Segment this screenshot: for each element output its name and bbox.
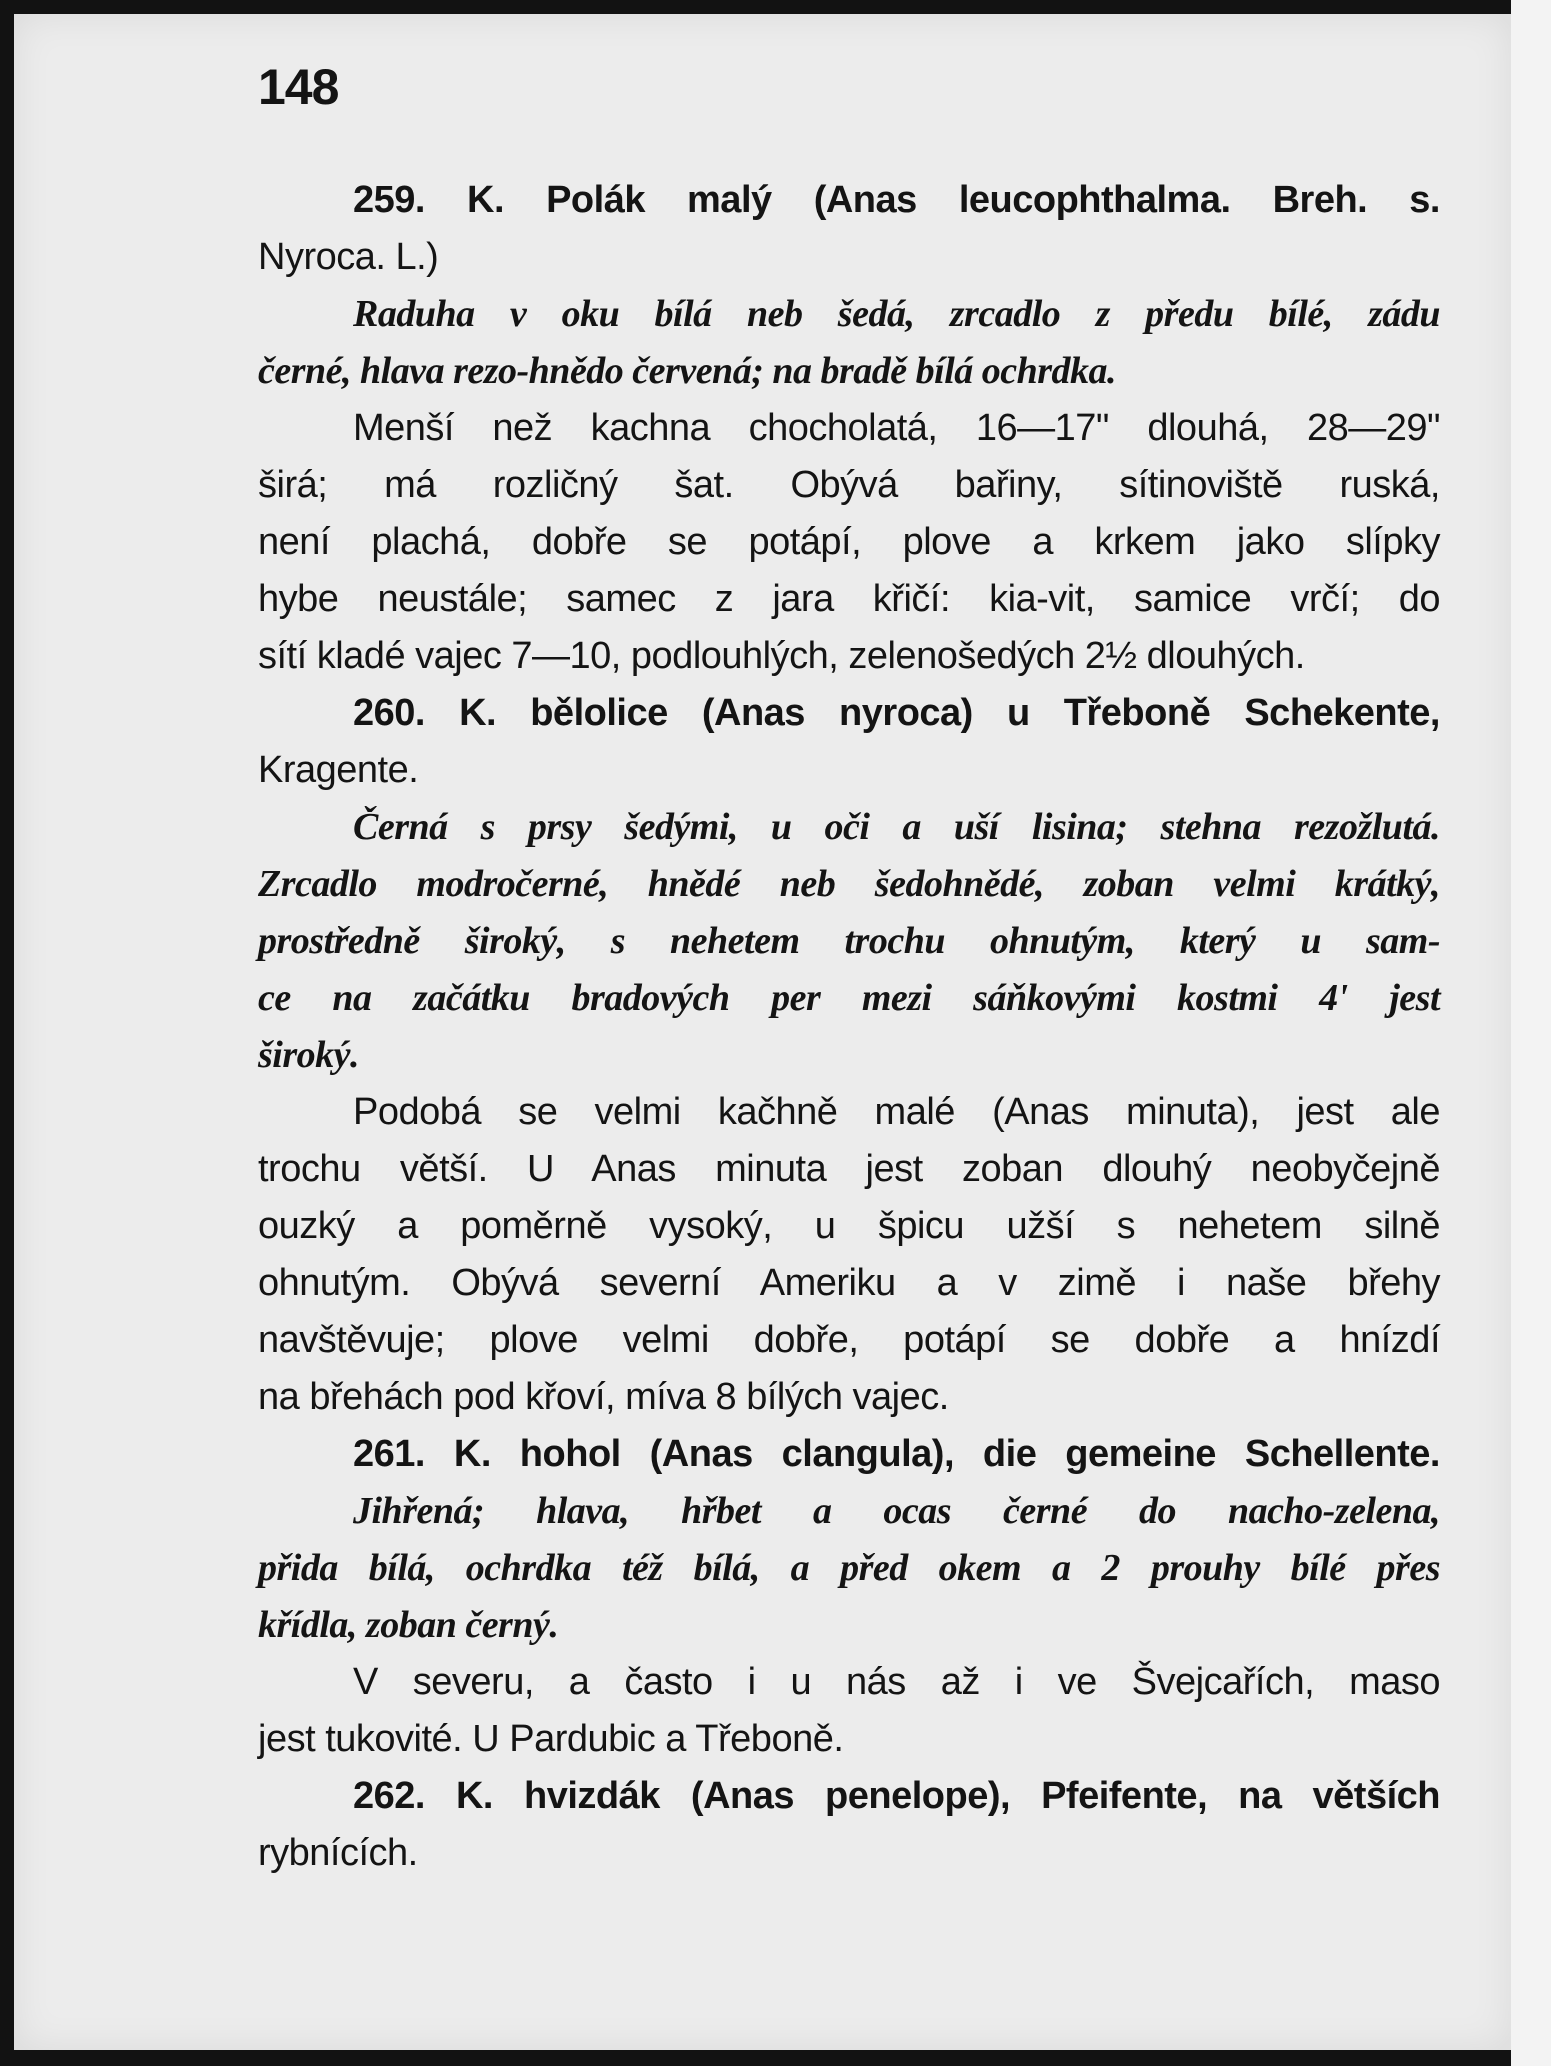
text-line: Zrcadlo modročerné, hnědé neb šedohnědé, zoban velmi krátký, xyxy=(258,863,1440,905)
text-line: rybnících. xyxy=(258,1832,418,1874)
text-line: 260. K. bělolice (Anas nyroca) u Třeboně Schekente, xyxy=(353,692,1440,734)
text-line: navštěvuje; plove velmi dobře, potápí se dobře a hnízdí xyxy=(258,1319,1440,1361)
text-line: sítí kladé vajec 7—10, podlouhlých, zelenošedých 2½ dlouhých. xyxy=(258,635,1305,677)
text-line: 261. K. hohol (Anas clangula), die gemeine Schellente. xyxy=(353,1433,1440,1475)
text-line: není plachá, dobře se potápí, plove a krkem jako slípky xyxy=(258,521,1440,563)
text-line: 262. K. hvizdák (Anas penelope), Pfeifente, na větších xyxy=(353,1775,1440,1817)
text-line: prostředně široký, s nehetem trochu ohnutým, který u sam- xyxy=(258,920,1440,962)
page-edge xyxy=(1511,0,1551,2066)
text-line: hybe neustále; samec z jara křičí: kia-vit, samice vrčí; do xyxy=(258,578,1440,620)
text-line: jest tukovité. U Pardubic a Třeboně. xyxy=(258,1718,844,1760)
page-content xyxy=(258,59,1440,1882)
text-line: černé, hlava rezo-hnědo červená; na bradě bílá ochrdka. xyxy=(258,350,1117,392)
text-line: Menší než kachna chocholatá, 16—17" dlouhá, 28—29" xyxy=(353,407,1440,449)
text-line: přida bílá, ochrdka též bílá, a před okem a 2 prouhy bílé přes xyxy=(258,1547,1440,1589)
text-line: 259. K. Polák malý (Anas leucophthalma. Breh. s. xyxy=(353,179,1440,221)
page-number: 148 xyxy=(258,59,339,115)
text-body xyxy=(258,172,1440,1882)
text-line: ouzký a poměrně vysoký, u špicu užší s nehetem silně xyxy=(258,1205,1440,1247)
text-line: širá; má rozličný šat. Obývá bařiny, sítinoviště ruská, xyxy=(258,464,1440,506)
text-line: trochu větší. U Anas minuta jest zoban dlouhý neobyčejně xyxy=(258,1148,1440,1190)
text-line: Jihřená; hlava, hřbet a ocas černé do nacho-zelena, xyxy=(353,1490,1440,1532)
text-line: ohnutým. Obývá severní Ameriku a v zimě i naše břehy xyxy=(258,1262,1440,1304)
text-line: Podobá se velmi kačhně malé (Anas minuta), jest ale xyxy=(353,1091,1440,1133)
text-line: Černá s prsy šedými, u oči a uší lisina; stehna rezožlutá. xyxy=(353,806,1440,848)
text-line: Nyroca. L.) xyxy=(258,236,439,278)
text-line: Raduha v oku bílá neb šedá, zrcadlo z předu bílé, zádu xyxy=(353,293,1440,335)
text-line: Kragente. xyxy=(258,749,419,791)
text-line: na břehách pod křoví, míva 8 bílých vajec. xyxy=(258,1376,949,1418)
text-line: V severu, a často i u nás až i ve Švejcařích, maso xyxy=(353,1661,1440,1703)
text-line: široký. xyxy=(258,1034,359,1076)
text-line: ce na začátku bradových per mezi sáňkovými kostmi 4' jest xyxy=(258,977,1440,1019)
text-line: křídla, zoban černý. xyxy=(258,1604,559,1646)
